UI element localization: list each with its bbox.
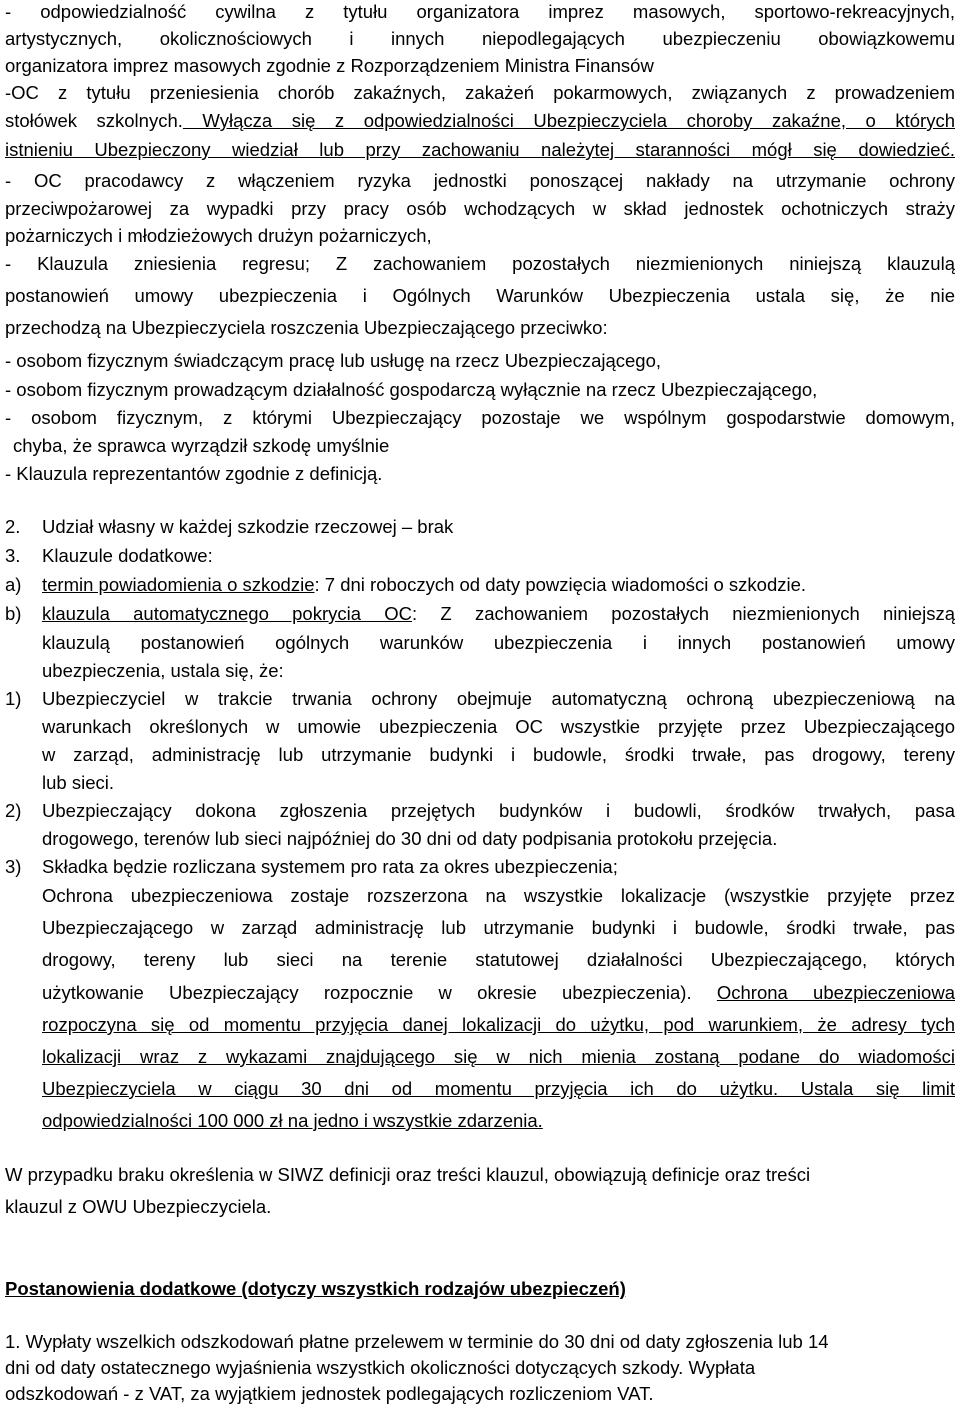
text-segment: : Z zachowaniem pozostałych niezmienionych niniejszą <box>412 603 955 624</box>
underlined-text: termin powiadomienia o szkodzie <box>42 574 315 595</box>
list-letter: a) <box>5 574 22 595</box>
text-line: Ochrona ubezpieczeniowa zostaje rozszerzona na wszystkie lokalizacje (wszystkie przyjęte przez <box>42 885 955 906</box>
list-number: 1) <box>5 688 22 709</box>
list-item-text <box>42 574 955 596</box>
text-line <box>42 982 955 1004</box>
text-line: drogowego, terenów lub sieci najpóźniej do 30 dni od daty podpisania protokołu przejęcia. <box>42 828 778 849</box>
text-line: przeciwpożarowej za wypadki przy pracy osób wchodzących w skład jednostek ochotniczych straży <box>5 198 955 219</box>
text-line: - osobom fizycznym prowadzącym działalność gospodarczą wyłącznie na rzecz Ubezpieczającego, <box>5 379 818 400</box>
list-number: 2. <box>5 516 21 537</box>
list-number: 3) <box>5 856 22 877</box>
text-line: - Klauzula zniesienia regresu; Z zachowaniem pozostałych niezmienionych niniejszą klauzulą <box>5 253 955 274</box>
text-line: przechodzą na Ubezpieczyciela roszczenia Ubezpieczającego przeciwko: <box>5 317 608 338</box>
text-line: 1. Wypłaty wszelkich odszkodowań płatne przelewem w terminie do 30 dni od daty zgłoszenia lub 14 <box>5 1331 829 1352</box>
text-line: klauzul z OWU Ubezpieczyciela. <box>5 1196 272 1217</box>
list-item-text: Udział własny w każdej szkodzie rzeczowej – brak <box>42 516 454 537</box>
text-line <box>5 110 955 132</box>
text-line: - osobom fizycznym świadczącym pracę lub usługę na rzecz Ubezpieczającego, <box>5 350 662 371</box>
text-line: Ubezpieczający dokona zgłoszenia przejętych budynków i budowli, środków trwałych, pasa <box>42 800 955 821</box>
text-line: - odpowiedzialność cywilna z tytułu organizatora imprez masowych, sportowo-rekreacyjnych, <box>5 1 955 22</box>
text-line: warunkach określonych w umowie ubezpieczenia OC wszystkie przyjęte przez Ubezpieczającego <box>42 716 955 737</box>
text-line: w zarząd, administrację lub utrzymanie budynki i budowle, środki trwałe, pas drogowy, tereny <box>42 744 955 765</box>
text-line: chyba, że sprawca wyrządził szkodę umyślnie <box>13 435 390 456</box>
text-line: dni od daty ostatecznego wyjaśnienia wszystkich okoliczności dotyczących szkody. Wypłata <box>5 1357 756 1378</box>
underlined-text: rozpoczyna się od momentu przyjęcia danej lokalizacji do użytku, pod warunkiem, że adresy tych <box>42 1014 955 1035</box>
underlined-text: Ubezpieczyciela w ciągu 30 dni od momentu przyjęcia ich do użytku. Ustala się limit <box>42 1078 955 1099</box>
text-line: Ubezpieczyciel w trakcie trwania ochrony obejmuje automatyczną ochroną ubezpieczeniową na <box>42 688 955 709</box>
underlined-text: odpowiedzialności 100 000 zł na jedno i wszystkie zdarzenia. <box>42 1110 543 1131</box>
text-line: drogowy, tereny lub sieci na terenie statutowej działalności Ubezpieczającego, których <box>42 949 955 970</box>
list-letter: b) <box>5 603 22 624</box>
list-item-text: Klauzule dodatkowe: <box>42 545 213 566</box>
text-line: -OC z tytułu przeniesienia chorób zakaźnych, zakażeń pokarmowych, związanych z prowadzeniem <box>5 82 955 103</box>
underlined-text: klauzula automatycznego pokrycia OC <box>42 603 413 624</box>
text-segment: : 7 dni roboczych od daty powzięcia wiadomości o szkodzie. <box>314 574 807 595</box>
underlined-text: istnieniu Ubezpieczony wiedział lub przy zachowaniu należytej staranności mógł się dowiedzieć. <box>5 139 955 160</box>
text-line: lub sieci. <box>42 772 114 793</box>
text-segment: stołówek szkolnych. <box>5 110 183 131</box>
list-number: 2) <box>5 800 22 821</box>
text-line: postanowień umowy ubezpieczenia i Ogólnych Warunków Ubezpieczenia ustala się, że nie <box>5 285 955 306</box>
text-line: pożarniczych i młodzieżowych drużyn pożarniczych, <box>5 225 432 246</box>
text-line: ubezpieczenia, ustala się, że: <box>42 660 284 681</box>
text-line: odszkodowań - z VAT, za wyjątkiem jednostek podlegających rozliczeniom VAT. <box>5 1383 654 1404</box>
text-line: artystycznych, okolicznościowych i innych niepodlegających ubezpieczeniu obowiązkowemu <box>5 28 955 49</box>
text-line: Składka będzie rozliczana systemem pro rata za okres ubezpieczenia; <box>42 856 618 877</box>
text-line: - Klauzula reprezentantów zgodnie z definicją. <box>5 463 383 484</box>
text-line: - OC pracodawcy z włączeniem ryzyka jednostki ponoszącej nakłady na utrzymanie ochrony <box>5 170 955 191</box>
underlined-text: Ochrona ubezpieczeniowa <box>716 982 955 1003</box>
text-line: organizatora imprez masowych zgodnie z Rozporządzeniem Ministra Finansów <box>5 55 654 76</box>
text-line: - osobom fizycznym, z którymi Ubezpieczający pozostaje we wspólnym gospodarstwie domowym, <box>5 407 955 428</box>
text-segment: użytkowanie Ubezpieczający rozpocznie w okresie ubezpieczenia). <box>42 982 717 1003</box>
underlined-text: lokalizacji wraz z wykazami znajdującego się w nich mienia zostaną podane do wiadomości <box>42 1046 955 1067</box>
underlined-text: Wyłącza się z odpowiedzialności Ubezpieczyciela choroby zakaźne, o których <box>182 110 956 131</box>
section-heading: Postanowienia dodatkowe (dotyczy wszystkich rodzajów ubezpieczeń) <box>5 1278 626 1299</box>
text-line: klauzulą postanowień ogólnych warunków ubezpieczenia i innych postanowień umowy <box>42 632 955 653</box>
list-number: 3. <box>5 545 21 566</box>
list-item-text <box>42 603 955 625</box>
text-line: Ubezpieczającego w zarząd administrację lub utrzymanie budynki i budowle, środki trwałe, pas <box>42 917 955 938</box>
text-line: W przypadku braku określenia w SIWZ definicji oraz treści klauzul, obowiązują definicje oraz treści <box>5 1164 811 1185</box>
